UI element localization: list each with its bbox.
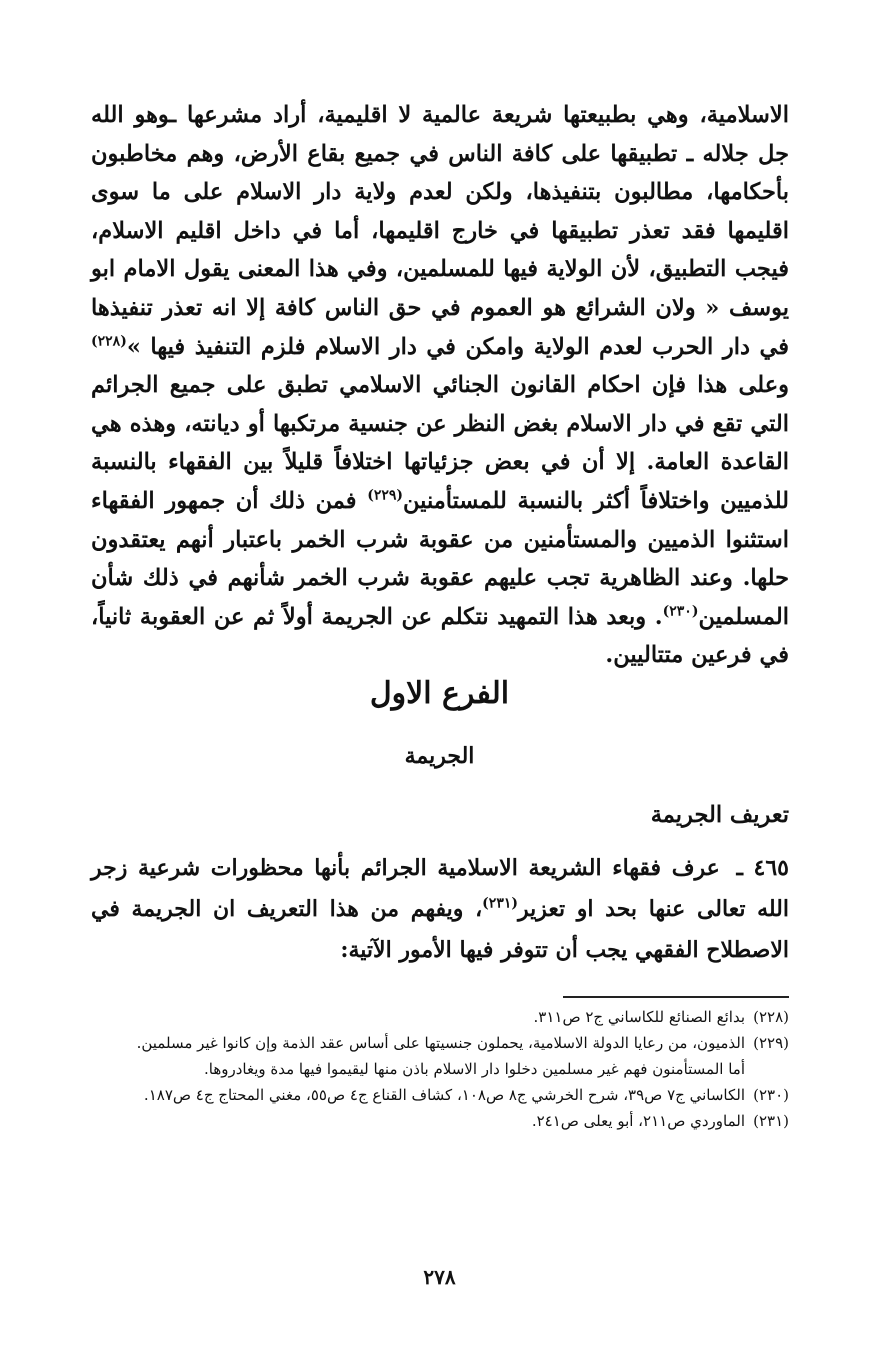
footnote-reference: (٢٣٠)	[662, 603, 699, 620]
footnote-text: الذميون، من رعايا الدولة الاسلامية، يحملون جنسيتها على أساس عقد الذمة وإن كانوا غير مسلمين.	[136, 1034, 745, 1052]
footnote-text: أما المستأمنون فهم غير مسلمين دخلوا دار الاسلام باذن منها ليقيموا فيها مدة ويغادروها.	[203, 1060, 745, 1078]
footnote-number: (٢٣٠)	[753, 1086, 789, 1104]
section-subtitle: الجريمة	[404, 743, 475, 769]
footnote-item	[91, 1082, 789, 1108]
footnote-text: الكاساني ج٧ ص٣٩، شرح الخرشي ج٨ ص١٠٨، كشاف القناع ج٤ ص٥٥، مغني المحتاج ج٤ ص١٨٧.	[143, 1086, 745, 1104]
body-text-part: فمن ذلك أن جمهور الفقهاء استثنوا الذميين والمستأمنين من عقوبة شرب الخمر باعتبار أنهم يعتقدون حلها. وعند الظاهرية تجب عليهم عقوبة شرب الخمر شأنهم في ذلك شأن المسلمين	[91, 487, 789, 630]
footnote-number: (٢٢٨)	[753, 1008, 789, 1026]
section-title: الفرع الاول	[369, 676, 510, 711]
footnote-separator	[563, 996, 789, 998]
paragraph-465	[91, 848, 789, 971]
paragraph-text-part: ، ويفهم من هذا التعريف ان الجريمة في الاصطلاح الفقهي يجب أن تتوفر فيها الأمور الآتية:	[91, 896, 789, 963]
body-paragraph	[91, 96, 789, 675]
footnotes	[91, 1004, 789, 1134]
definition-heading: تعريف الجريمة	[650, 802, 789, 828]
footnote-item	[91, 1004, 789, 1030]
footnote-reference: (٢٢٩)	[367, 487, 404, 504]
page-number: ٢٧٨	[423, 1265, 456, 1289]
paragraph-number: ٤٦٥ ـ	[736, 855, 789, 881]
paragraph-text-part: عرف فقهاء الشريعة الاسلامية الجرائم بأنها محظورات شرعية زجر الله تعالى عنها بحد او تعزير	[91, 855, 789, 922]
footnote-item	[91, 1030, 789, 1056]
body-text-part: وعلى هذا فإن احكام القانون الجنائي الاسلامي تطبق على جميع الجرائم التي تقع في دار الاسلام بغض النظر عن جنسية مرتكبها أو ديانته، وهذه هي القاعدة العامة. إلا أن في بعض جزئياتها اختلافاً قليلاً بين الفقهاء بالنسبة للذميين واختلافاً أكثر بالنسبة للمستأمنين	[91, 372, 790, 514]
body-text-part: الاسلامية، وهي بطبيعتها شريعة عالمية لا اقليمية، أراد مشرعها ـوهو الله جل جلاله ـ تطبيقها على كافة الناس في جميع بقاع الأرض، وهم مخاطبون بأحكامها، مطالبون بتنفيذها، ولكن لعدم ولاية دار الاسلام على ما سوى اقليمها فقد تعذر تطبيقها في خارج اقليمها، أما في داخل اقليم الاسلام، فيجب التطبيق، لأن الولاية فيها للمسلمين، وفي هذا المعنى يقول الامام ابو يوسف « ولان الشرائع هو العموم في حق الناس كافة إلا انه تعذر تنفيذها في دار الحرب لعدم الولاية وامكن في دار الاسلام فلزم التنفيذ فيها »	[91, 102, 789, 360]
footnote-item	[91, 1108, 789, 1134]
footnote-text: بدائع الصنائع للكاساني ج٢ ص٣١١.	[533, 1008, 745, 1026]
footnote-reference: (٢٣١)	[482, 895, 518, 912]
footnote-number: (٢٢٩)	[753, 1034, 789, 1052]
footnote-continuation	[91, 1056, 789, 1082]
body-text-part: . وبعد هذا التمهيد نتكلم عن الجريمة أولاً ثم عن العقوبة ثانياً، في فرعين متتاليين.	[91, 603, 789, 669]
footnote-number: (٢٣١)	[753, 1112, 789, 1130]
footnote-reference: (٢٢٨)	[91, 333, 127, 350]
footnote-text: الماوردي ص٢١١، أبو يعلى ص٢٤١.	[531, 1112, 745, 1130]
